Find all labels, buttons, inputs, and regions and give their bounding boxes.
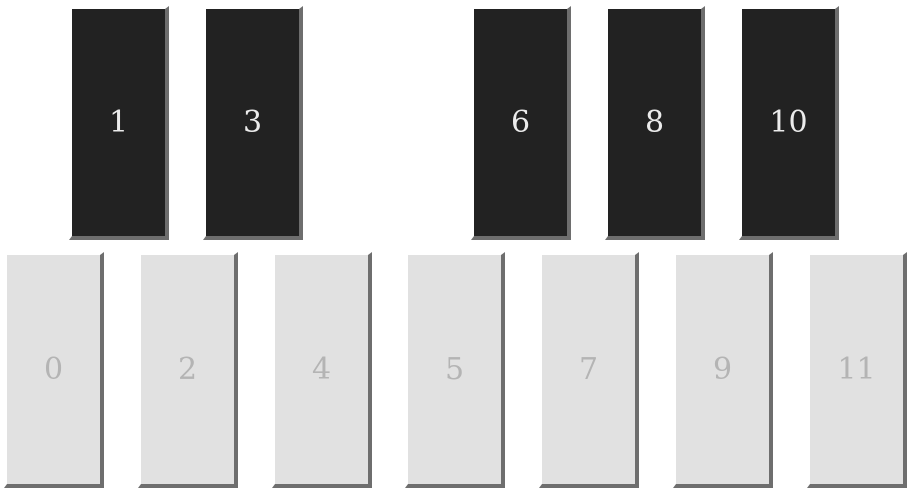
white-key-2[interactable]: 2 — [138, 252, 238, 488]
black-key-3[interactable]: 3 — [203, 6, 303, 240]
white-key-0[interactable]: 0 — [4, 252, 104, 488]
black-key-10[interactable]: 10 — [739, 6, 839, 240]
black-key-1[interactable]: 1 — [69, 6, 169, 240]
black-key-8[interactable]: 8 — [605, 6, 705, 240]
white-key-11[interactable]: 11 — [807, 252, 907, 488]
white-key-7[interactable]: 7 — [539, 252, 639, 488]
white-key-4[interactable]: 4 — [272, 252, 372, 488]
white-key-5[interactable]: 5 — [405, 252, 505, 488]
black-key-6[interactable]: 6 — [471, 6, 571, 240]
white-key-9[interactable]: 9 — [673, 252, 773, 488]
